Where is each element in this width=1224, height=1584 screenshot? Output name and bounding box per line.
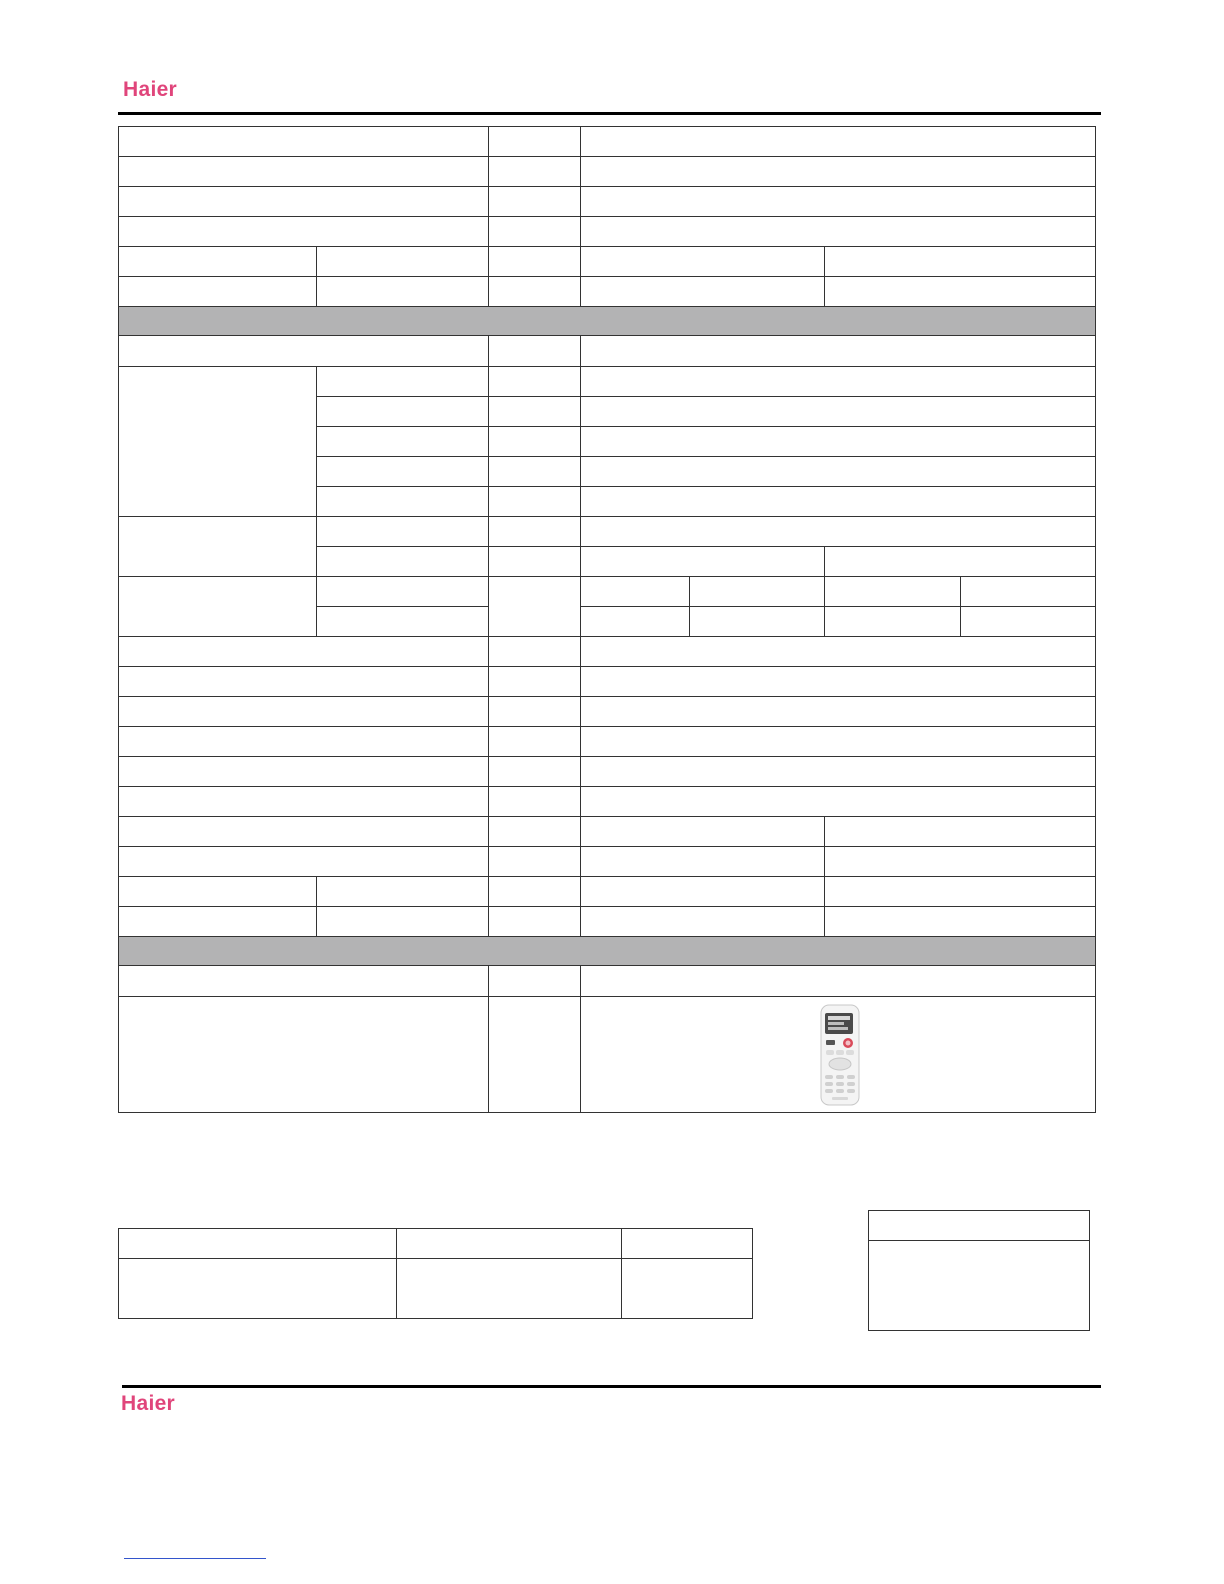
col-line [316,876,317,936]
lower-table [118,1228,753,1319]
row-line [119,816,1095,817]
row-line [119,996,1095,997]
row-line [119,156,1095,157]
row-line [869,1240,1089,1241]
row-line [581,606,1095,607]
col-line [488,965,489,1112]
row-line [119,335,1095,336]
remote-controller-image [820,1004,860,1106]
col-line [580,965,581,1112]
col-line [824,576,825,636]
row-line [119,276,1095,277]
row-line [119,666,1095,667]
col-line [580,335,581,936]
row-line [119,1258,752,1259]
row-line [119,965,1095,966]
row-line [316,396,1095,397]
col-line [824,546,825,576]
col-line [316,246,317,307]
row-line [316,426,1095,427]
row-line [316,606,489,607]
col-line [960,576,961,636]
col-line [689,576,690,636]
row-line [119,366,1095,367]
row-line [119,576,1095,577]
row-line [119,246,1095,247]
col-line [396,1229,397,1318]
footer-rule [122,1385,1101,1388]
row-line [316,456,1095,457]
side-box [868,1210,1090,1331]
row-line [119,636,1095,637]
header-rule [118,112,1101,115]
footer-brand-logo: Haier [121,1392,176,1415]
col-line [488,335,489,936]
section-band [119,307,1095,335]
row-line [316,546,1095,547]
col-line [824,816,825,936]
row-line [119,906,1095,907]
link-underline[interactable] [124,1558,266,1559]
row-line [119,186,1095,187]
col-line [316,366,317,636]
row-line [119,876,1095,877]
row-line [119,726,1095,727]
spec-table [118,126,1096,1113]
col-line [824,246,825,307]
col-line [580,127,581,307]
header-brand-logo: Haier [123,78,178,101]
row-line [119,516,1095,517]
section-band [119,937,1095,965]
row-line [316,486,1095,487]
col-line [488,127,489,307]
col-line [621,1229,622,1318]
row-line [119,936,1095,937]
row-line [119,846,1095,847]
row-line [119,756,1095,757]
row-line [119,216,1095,217]
row-line [119,306,1095,307]
row-line [119,696,1095,697]
row-line [119,786,1095,787]
